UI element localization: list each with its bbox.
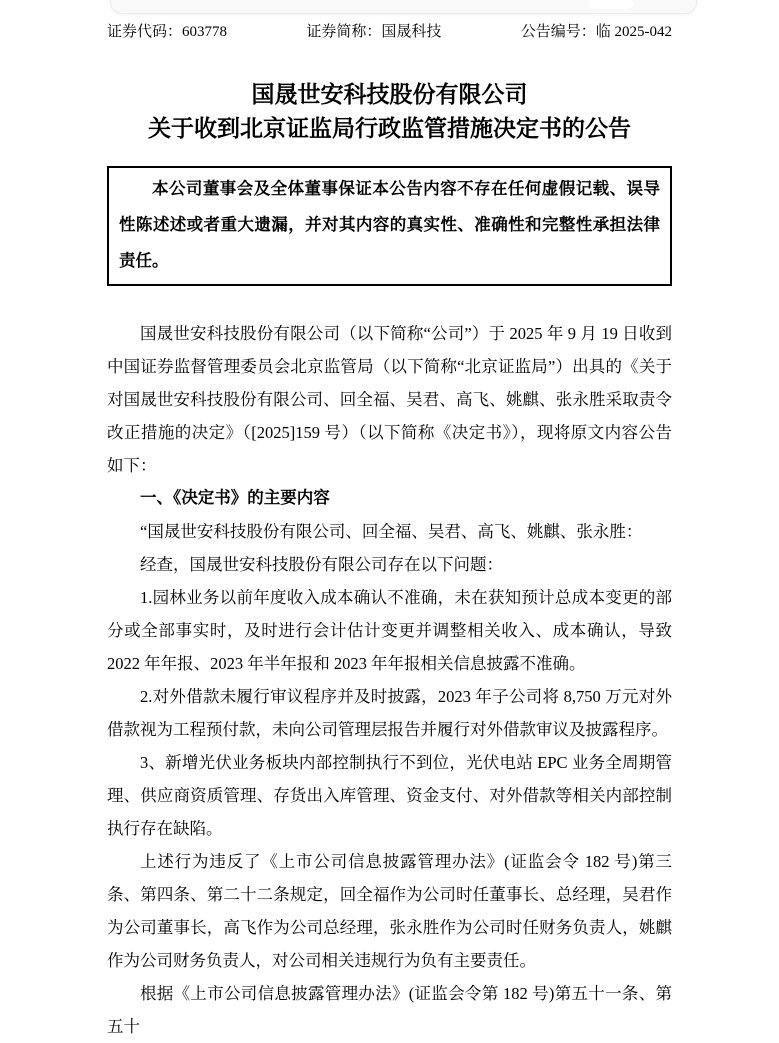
paragraph-issue-3: 3、新增光伏业务板块内部控制执行不到位，光伏电站 EPC 业务全周期管理、供应商资质管理、存货出入库管理、资金支付、对外借款等相关内部控制执行存在缺陷。 [107,753,672,838]
paragraph-addressees: “国晟世安科技股份有限公司、回全福、吴君、高飞、姚麒、张永胜： [140,522,643,541]
paragraph-issue-2: 2.对外借款未履行审议程序并及时披露，2023 年子公司将 8,750 万元对外借款视为工程预付款，未向公司管理层报告并履行对外借款审议及披露程序。 [107,687,672,739]
announcement-number-label: 公告编号： [520,24,596,40]
stock-code-value: 603778 [182,24,228,40]
paragraph-issue-1: 1.园林业务以前年度收入成本确认不准确，未在获知预计总成本变更的部分或全部事实时，及时进行会计估计变更并调整相关收入、成本确认，导致 2022 年年报、2023 年半年报和 2023 年年报相关信息披露不准确。 [107,588,672,673]
document-title-line2: 关于收到北京证监局行政监管措施决定书的公告 [148,116,631,141]
announcement-number-value: 临 2025-042 [595,24,672,40]
document-body [107,317,672,1043]
paragraph-basis-truncated: 根据《上市公司信息披露管理办法》(证监会令第 182 号)第五十一条、第五十 [107,984,672,1036]
paragraph-findings-lead: 经查，国晟世安科技股份有限公司存在以下问题： [140,555,503,574]
document-title-line1: 国晟世安科技股份有限公司 [251,82,528,107]
disclaimer-box [107,166,672,286]
paragraph-violation: 上述行为违反了《上市公司信息披露管理办法》(证监会令 182 号)第三条、第四条、第二十二条规定，回全福作为公司时任董事长、总经理，吴君作为公司董事长，高飞作为公司总经理，张永胜作为公司时任财务负责人，姚麒作为公司财务负责人，对公司相关违规行为负有主要责任。 [107,852,672,970]
document-meta-row [107,22,672,42]
announcement-number [521,22,672,42]
stock-short-name [306,22,441,42]
stock-short-name-value: 国晟科技 [381,24,442,40]
document [107,0,672,1043]
document-title [107,78,672,146]
section-heading-1: 一、《决定书》的主要内容 [140,489,330,507]
stock-code-label: 证券代码： [107,24,183,40]
stock-short-name-label: 证券简称： [306,24,382,40]
disclaimer-text: 本公司董事会及全体董事保证本公告内容不存在任何虚假记载、误导性陈述述或者重大遗漏，并对其内容的真实性、准确性和完整性承担法律责任。 [119,179,660,270]
paragraph-intro: 国晟世安科技股份有限公司（以下简称“公司”）于 2025 年 9 月 19 日收到中国证券监督管理委员会北京监管局（以下简称“北京证监局”）出具的《关于对国晟世安科技股份有限公司、回全福、吴君、高飞、姚麒、张永胜采取责令改正措施的决定》（[2025]159 号）（以下简称《决定书》），现将原文内容公告如下： [107,324,672,475]
stock-code [107,22,227,42]
